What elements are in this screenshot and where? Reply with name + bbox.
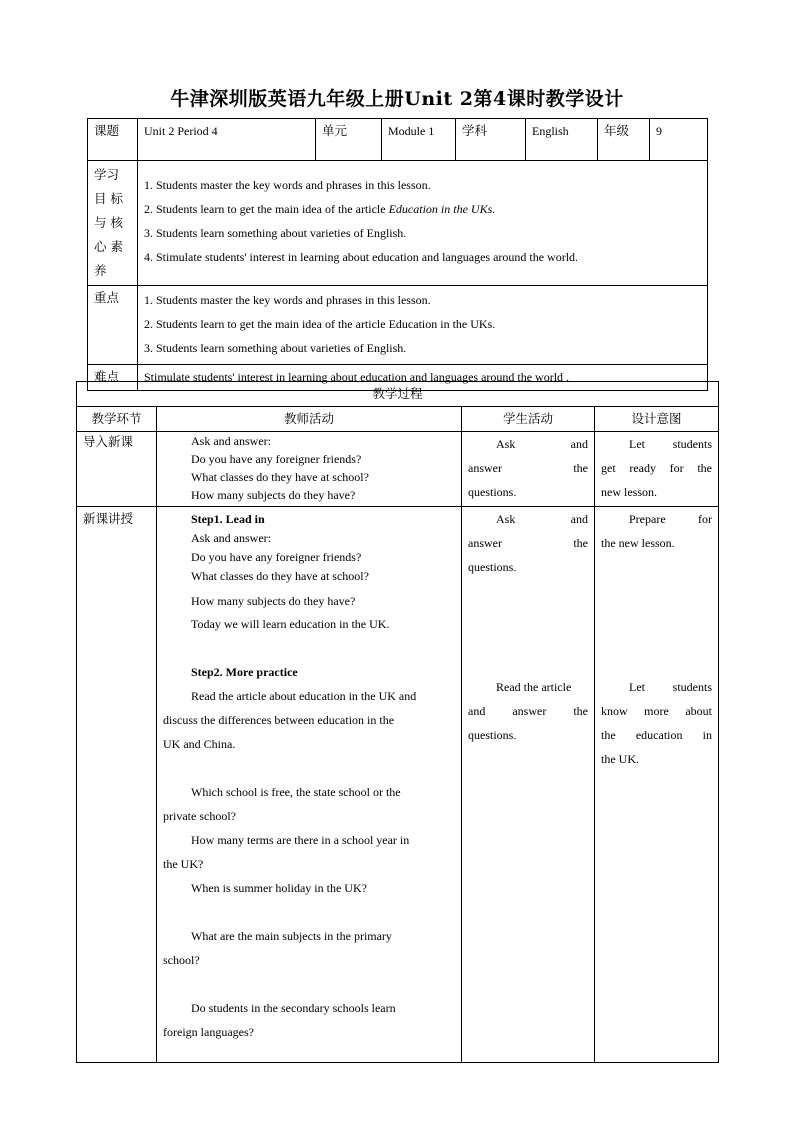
key-point-item: 3. Students learn something about varieties of English. — [144, 341, 407, 355]
objectives-content — [138, 161, 708, 286]
student-line: answer the — [468, 461, 588, 475]
student-line: Ask and — [496, 437, 588, 451]
step2-line: UK and China. — [163, 737, 236, 751]
step1-title: Step1. Lead in — [191, 512, 265, 526]
step1-line: Today we will learn education in the UK. — [191, 617, 390, 631]
question-line: How many terms are there in a school year in — [191, 833, 410, 847]
question-line: private school? — [163, 809, 236, 823]
step1-line: Do you have any foreigner friends? — [191, 550, 362, 564]
question-line: the UK? — [163, 857, 204, 871]
objectives-label-line: 学习 — [94, 167, 120, 182]
objective-item: 4. Stimulate students' interest in learning about education and languages around the world. — [144, 250, 579, 264]
process-table — [76, 381, 719, 1063]
unit-label: 单元 — [316, 119, 382, 161]
intent-line: new lesson. — [601, 485, 657, 499]
col-stage: 教学环节 — [77, 407, 157, 432]
objectives-label-line: 心 素 — [94, 239, 123, 254]
objective-item: 1. Students master the key words and phrases in this lesson. — [144, 178, 431, 192]
intent-line: get ready for the — [601, 461, 713, 475]
col-teacher: 教师活动 — [157, 407, 462, 432]
topic-label: 课题 — [88, 119, 138, 161]
subject-label: 学科 — [456, 119, 526, 161]
step2-line: discuss the differences between education in the — [163, 713, 395, 727]
student-new — [462, 507, 595, 1063]
difficult-content: Stimulate students' interest in learning about education and languages around the world . — [138, 365, 708, 391]
process-columns-row — [77, 407, 719, 432]
subject-value: English — [526, 119, 598, 161]
question-line: Do students in the secondary schools learn — [191, 1001, 396, 1015]
teacher-line: Ask and answer: — [191, 434, 271, 448]
student-line: and answer the — [468, 704, 588, 718]
student-line: answer the — [468, 536, 588, 550]
spacer — [163, 900, 455, 924]
spacer — [468, 579, 588, 675]
unit-value: Module 1 — [382, 119, 456, 161]
objectives-label-line: 养 — [94, 263, 107, 278]
key-point-item: 1. Students master the key words and phrases in this lesson. — [144, 293, 431, 307]
objective-item: 3. Students learn something about varieties of English. — [144, 226, 407, 240]
intent-line: Let students — [629, 437, 713, 451]
intent-line: Let students — [629, 680, 713, 694]
objectives-label-line: 目 标 — [94, 191, 123, 206]
difficult-label: 难点 — [88, 365, 138, 391]
step2-title: Step2. More practice — [191, 665, 298, 679]
student-line: questions. — [468, 485, 517, 499]
info-row — [88, 119, 708, 161]
teacher-line: How many subjects do they have? — [191, 488, 356, 502]
lesson-info-table — [87, 118, 708, 391]
page-title: 牛津深圳版英语九年级上册Unit 2第4课时教学设计 — [170, 88, 624, 110]
question-line: What are the main subjects in the primary — [191, 929, 392, 943]
objectives-label-line: 与 核 — [94, 215, 123, 230]
spacer — [163, 756, 455, 780]
question-line: When is summer holiday in the UK? — [191, 881, 367, 895]
stage-new: 新课讲授 — [77, 507, 157, 1063]
question-line: Which school is free, the state school or the — [191, 785, 401, 799]
intent-new — [595, 507, 719, 1063]
key-point-item: 2. Students learn to get the main idea of the article Education in the UKs. — [144, 317, 496, 331]
process-row-new — [77, 507, 719, 1063]
student-line: questions. — [468, 728, 517, 742]
objectives-label — [88, 161, 138, 286]
key-points-row — [88, 286, 708, 365]
spacer — [163, 636, 455, 660]
step1-line: What classes do they have at school? — [191, 569, 369, 583]
intent-line: know more about — [601, 704, 713, 718]
teacher-new — [157, 507, 462, 1063]
stage-intro: 导入新课 — [77, 432, 157, 507]
grade-value: 9 — [650, 119, 708, 161]
key-points-content — [138, 286, 708, 365]
step1-line: How many subjects do they have? — [191, 594, 356, 608]
teacher-intro — [157, 432, 462, 507]
student-intro — [462, 432, 595, 507]
objectives-row — [88, 161, 708, 286]
intent-line: the education in — [601, 728, 713, 742]
spacer — [163, 972, 455, 996]
teacher-line: What classes do they have at school? — [191, 470, 369, 484]
col-intent: 设计意图 — [595, 407, 719, 432]
objective-item-text: 2. Students learn to get the main idea of the article — [144, 202, 389, 216]
student-line: Read the article — [496, 680, 572, 694]
spacer — [601, 555, 712, 675]
process-header-row — [77, 382, 719, 407]
col-student: 学生活动 — [462, 407, 595, 432]
topic-value: Unit 2 Period 4 — [138, 119, 316, 161]
teacher-line: Do you have any foreigner friends? — [191, 452, 362, 466]
student-line: questions. — [468, 560, 517, 574]
key-points-label: 重点 — [88, 286, 138, 365]
student-line: Ask and — [496, 512, 588, 526]
objective-item — [144, 197, 701, 221]
step2-line: Read the article about education in the UK and — [191, 689, 417, 703]
intent-intro — [595, 432, 719, 507]
intent-line: the UK. — [601, 752, 639, 766]
question-line: school? — [163, 953, 200, 967]
intent-line: the new lesson. — [601, 536, 675, 550]
objective-item-article-title: Education in the UKs. — [388, 202, 496, 216]
process-header: 教学过程 — [77, 382, 719, 407]
step1-line: Ask and answer: — [191, 531, 271, 545]
question-line: foreign languages? — [163, 1025, 254, 1039]
process-row-intro — [77, 432, 719, 507]
grade-label: 年级 — [598, 119, 650, 161]
intent-line: Prepare for — [629, 512, 713, 526]
